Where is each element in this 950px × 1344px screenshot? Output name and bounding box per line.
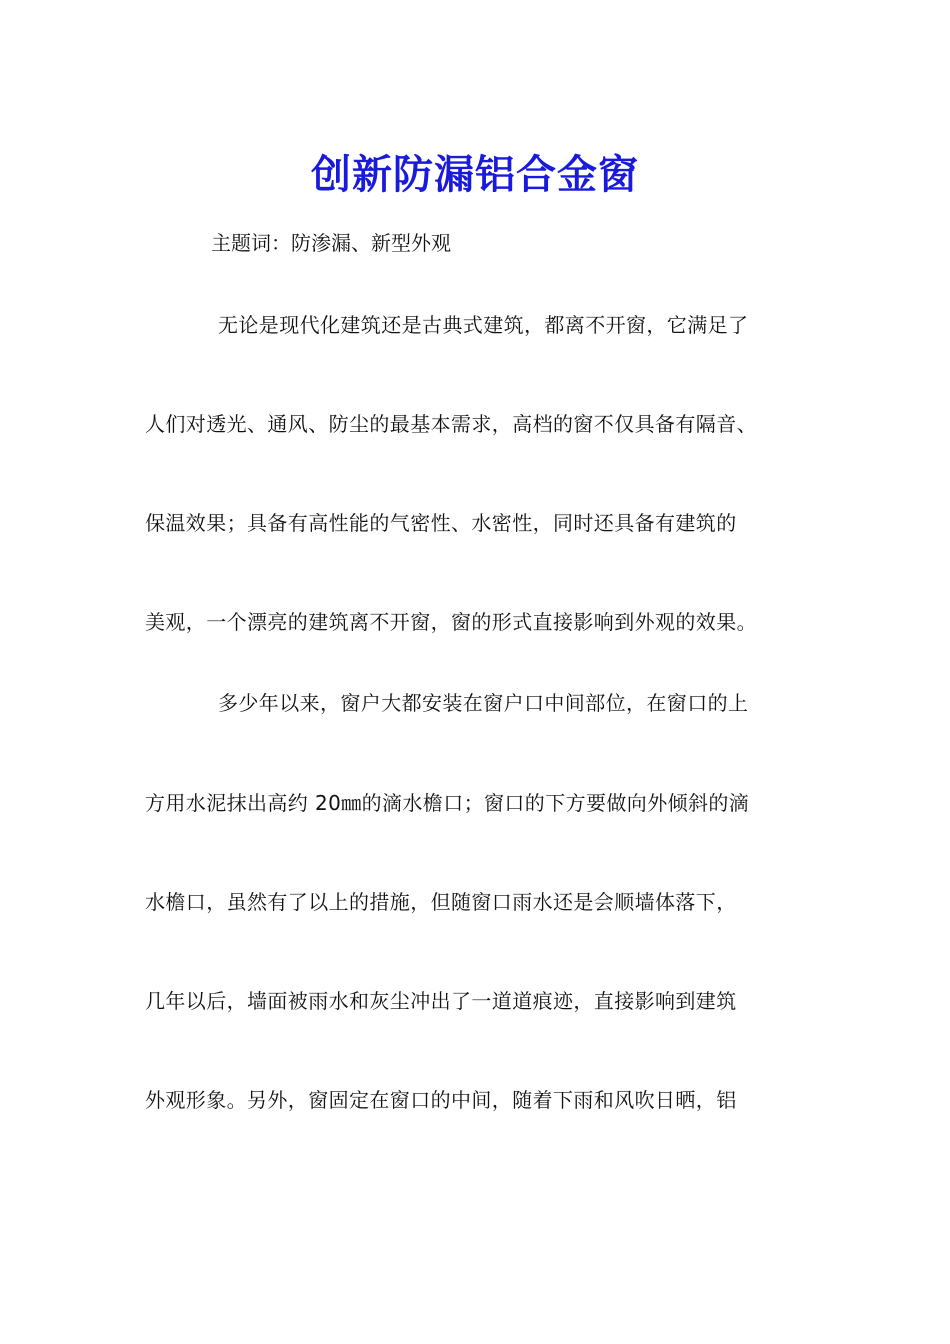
- paragraph-1-line-4: 美观，一个漂亮的建筑离不开窗，窗的形式直接影响到外观的效果。: [145, 610, 757, 634]
- document-title: 创新防漏铝合金窗: [311, 150, 639, 198]
- paragraph-2-line-3: 水檐口，虽然有了以上的措施，但随窗口雨水还是会顺墙体落下，: [145, 890, 737, 914]
- keywords-line: 主题词：防渗漏、新型外观: [211, 231, 451, 255]
- paragraph-2-line-5: 外观形象。另外，窗固定在窗口的中间，随着下雨和风吹日晒，铝: [145, 1088, 737, 1112]
- paragraph-2-line-1: 多少年以来，窗户大都安装在窗户口中间部位，在窗口的上: [218, 691, 749, 715]
- paragraph-1-line-2: 人们对透光、通风、防尘的最基本需求，高档的窗不仅具备有隔音、: [145, 412, 757, 436]
- paragraph-1-line-3: 保温效果；具备有高性能的气密性、水密性，同时还具备有建筑的: [145, 511, 737, 535]
- paragraph-1-line-1: 无论是现代化建筑还是古典式建筑，都离不开窗，它满足了: [218, 313, 749, 337]
- paragraph-2-line-2: 方用水泥抹出高约 20㎜的滴水檐口；窗口的下方要做向外倾斜的滴: [145, 791, 750, 815]
- paragraph-2-line-4: 几年以后，墙面被雨水和灰尘冲出了一道道痕迹，直接影响到建筑: [145, 989, 737, 1013]
